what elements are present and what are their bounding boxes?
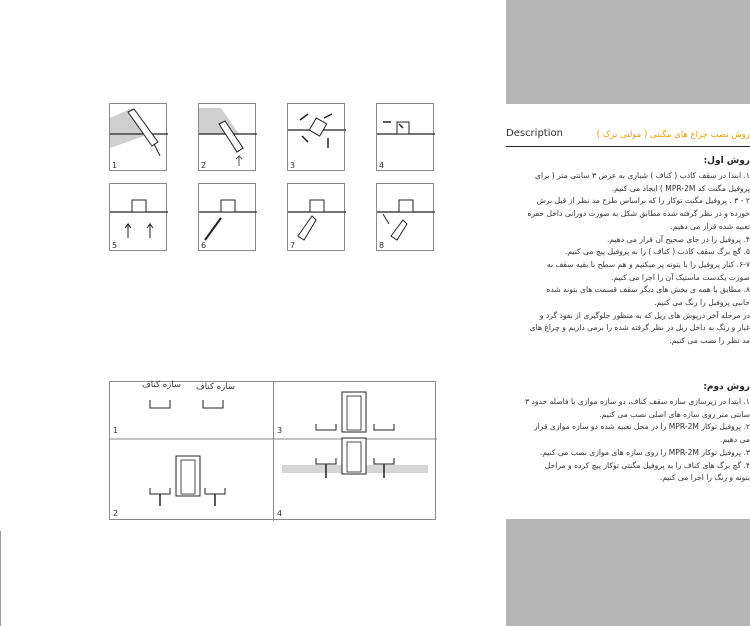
panel-number: 1 [113,426,119,435]
text-line: ۲ - ۳ . پروفیل مگنت توکار را که براساس طرح مد نظر از قبل برش [536,196,750,206]
description-title: روش نصب چراغ های مگنتی ( مولتی ترک ) [596,130,750,140]
text-line: ۱. ابتدا در زیرسازی سازه سقف کناف، دو سازه موازی با فاصله حدود ۳ [524,397,750,406]
text-line: ۱. ابتدا در سقف کاذب ( کناف ) شیاری به عرض ۳ سانتی متر ( برای [535,171,750,180]
step-number: 4 [379,161,385,170]
text-line: سانتی متر روی سازه های اصلی نصب می کنیم. [599,409,750,419]
text-line: ۳. پروفیل توکار MPR-2M را روی سازه های موازی نصب می کنیم. [539,447,750,457]
method1-heading: روش اول: [703,156,750,166]
description-label: Description [506,128,563,139]
text-line: می دهیم. [720,435,750,445]
text-line: خورده و در نظر گرفته شده مطابق شکل به صورت دورانی داخل حفره [527,209,750,219]
panel-number: 3 [277,426,283,435]
step-number: 6 [201,241,207,250]
step-diagram-8 [376,183,434,251]
text-line: ۴. پروفیل را در جای صحیح آن قرار می دهیم. [606,234,750,244]
label-sazeh-kanaf-left: سازه کناف [142,380,181,390]
text-line: جانبی پروفیل را رنگ می کنیم. [654,298,750,308]
text-line: ۲. پروفیل توکار MPR-2M را در محل تعبیه شده دو سازه موازی قرار [534,422,750,432]
step-number: 7 [290,241,296,250]
text-line: ۸. مطابق با همه ی بخش های دیگر سقف قسمت های بتونه شده [546,285,750,295]
step-number: 1 [112,161,118,170]
step-diagram-4 [376,103,434,171]
step-diagram-2 [198,103,256,171]
text-line: صورت یکدست ماستیک آن را اجرا می کنیم. [611,272,750,282]
text-line: پروفیل مگنت کد MPR-2M ) ایجاد می کنیم. [611,183,750,193]
step-number: 2 [201,161,207,170]
text-line: در مرحله آخر درپوش های ریل که به منظور جلوگیری از نفوذ گرد و [539,310,750,320]
step-diagram-1 [109,103,167,171]
text-line: مد نظر را نصب می کنیم. [669,336,750,346]
text-line: ۵. گچ برگ سقف کاذب ( کناف ) را به پروفیل پیچ می کنیم. [564,247,750,257]
step-number: 8 [379,241,385,250]
step-diagram-6 [198,183,256,251]
panel-number: 2 [113,509,119,518]
step-diagram-7 [287,183,345,251]
step-number: 5 [112,241,118,250]
text-line: غبار و رنگ به داخل ریل در نظر گرفته شده را برمی داریم و چراغ های [529,323,750,333]
description-header [506,130,750,147]
grey-block-bottom [506,519,750,626]
method2-text [506,396,750,485]
text-line: تعبیه شده قرار می دهیم. [670,221,750,231]
text-line: ۴. گچ برگ های کناف را به پروفیل مگنتی توکار پیچ کرده و مراحل [544,460,750,470]
label-sazeh-kanaf-right: سازه کناف [196,382,235,392]
installation-diagram-panel [109,381,436,520]
step-diagram-5 [109,183,167,251]
grey-block-top [506,0,750,104]
method1-text [506,170,750,348]
page-edge-line [0,531,1,626]
step-diagram-3 [287,103,345,171]
panel-number: 4 [277,509,283,518]
text-line: ۶-۷. کنار پروفیل را با بتونه پر میکنیم و هم سطح با بقیه سقف به [546,259,750,269]
method2-heading: روش دوم: [703,382,750,392]
step-number: 3 [290,161,296,170]
text-line: بتونه و رنگ را اجرا می کنیم. [659,473,750,483]
